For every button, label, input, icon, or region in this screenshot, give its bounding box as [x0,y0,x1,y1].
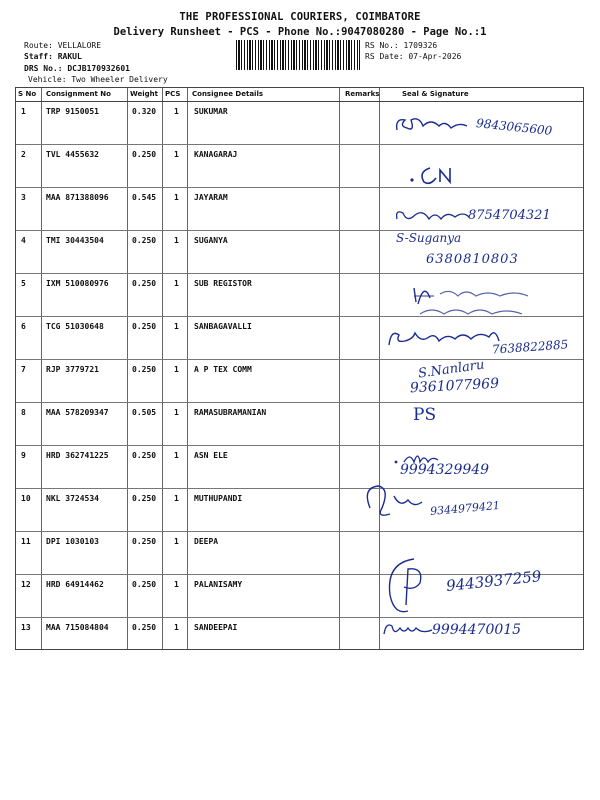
pcs-value: 1 [174,580,179,589]
signature-2-scribble [408,158,468,188]
consignment-number: TMI 30443504 [46,236,104,245]
pcs-value: 1 [174,322,179,331]
col-sno-header: S No [18,90,37,98]
weight-value: 0.545 [132,193,157,202]
consignee-name: JAYARAM [194,193,228,202]
table-row [16,445,583,489]
col-consignee-header: Consignee Details [192,90,264,98]
weight-value: 0.505 [132,408,157,417]
consignee-name: SANBAGAVALLI [194,322,252,331]
consignment-number: HRD 362741225 [46,451,109,460]
consignee-name: SUB REGISTOR [194,279,252,288]
weight-value: 0.250 [132,365,157,374]
weight-value: 0.250 [132,322,157,331]
table-header [16,88,583,102]
weight-value: 0.250 [132,279,157,288]
pcs-value: 1 [174,623,179,632]
signature-4-phone-2: 6380810803 [426,252,519,267]
consignee-name: MUTHUPANDI [194,494,243,503]
weight-value: 0.250 [132,623,157,632]
consignee-name: KANAGARAJ [194,150,238,159]
consignment-number: MAA 871388096 [46,193,109,202]
consignee-name: SANDEEPAI [194,623,238,632]
signature-13-phone: 9994470015 [432,622,522,638]
pcs-value: 1 [174,150,179,159]
signature-10-phone: 9344979421 [429,498,501,519]
consignee-name: SUGANYA [194,236,228,245]
signature-1-phone: 9843065600 [475,116,553,138]
weight-value: 0.250 [132,150,157,159]
signature-1-scribble [393,112,483,138]
pcs-value: 1 [174,537,179,546]
consignee-name: DEEPA [194,537,219,546]
row-sno: 6 [21,322,26,331]
pcs-value: 1 [174,451,179,460]
rs-number: RS No.: 1709326 [365,41,438,50]
table-row [16,402,583,446]
page-subtitle: Delivery Runsheet - PCS - Phone No.:9047080280 - Page No.:1 [113,26,487,38]
signature-6-scribble [385,325,503,349]
row-sno: 10 [21,494,31,503]
row-sno: 3 [21,193,26,202]
weight-value: 0.250 [132,451,157,460]
col-consignment-header: Consignment No [46,90,111,98]
signature-13-scribble [380,618,436,640]
row-sno: 7 [21,365,26,374]
signature-12-scribble [384,555,444,617]
row-sno: 4 [21,236,26,245]
rs-date: RS Date: 07-Apr-2026 [365,52,462,61]
staff-label: Staff: RAKUL [24,52,82,61]
weight-value: 0.320 [132,107,157,116]
col-signature-header: Seal & Signature [402,90,469,98]
row-sno: 11 [21,537,31,546]
row-sno: 5 [21,279,26,288]
barcode [236,40,360,70]
signature-4-name: S-Suganya [396,231,462,245]
consignment-number: RJP 3779721 [46,365,99,374]
row-sno: 13 [21,623,31,632]
table-row [16,144,583,188]
pcs-value: 1 [174,107,179,116]
row-sno: 2 [21,150,26,159]
signature-8-initials: PS [413,405,437,425]
consignment-number: TVL 4455632 [46,150,99,159]
pcs-value: 1 [174,193,179,202]
consignee-name: A P TEX COMM [194,365,252,374]
weight-value: 0.250 [132,494,157,503]
consignment-number: IXM 510080976 [46,279,109,288]
col-weight-header: Weight [130,90,158,98]
pcs-value: 1 [174,408,179,417]
signature-6-phone: 7638822885 [491,337,569,357]
pcs-value: 1 [174,236,179,245]
weight-value: 0.250 [132,537,157,546]
pcs-value: 1 [174,279,179,288]
signature-4-phone: 8754704321 [468,208,551,223]
col-remarks-header: Remarks [345,90,380,98]
weight-value: 0.250 [132,236,157,245]
consignment-number: MAA 578209347 [46,408,109,417]
weight-value: 0.250 [132,580,157,589]
drs-number: DRS No.: DCJB170932601 [24,64,130,73]
row-sno: 8 [21,408,26,417]
table-row [16,531,583,575]
pcs-value: 1 [174,494,179,503]
signature-4-scribble [393,205,473,227]
signature-7-name: S.Nanlaru [417,357,486,382]
row-sno: 9 [21,451,26,460]
consignment-number: HRD 64914462 [46,580,104,589]
pcs-value: 1 [174,365,179,374]
page-title: THE PROFESSIONAL COURIERS, COIMBATORE [179,11,421,23]
consignment-number: MAA 715084804 [46,623,109,632]
vehicle-label: Vehicle: Two Wheeler Delivery [28,75,168,84]
signature-10-scribble [360,478,430,522]
consignment-number: DPI 1030103 [46,537,99,546]
consignee-name: RAMASUBRAMANIAN [194,408,267,417]
consignee-name: PALANISAMY [194,580,243,589]
signature-7-phone: 9361077969 [409,375,500,397]
consignment-number: TRP 9150051 [46,107,99,116]
consignee-name: ASN ELE [194,451,228,460]
row-sno: 1 [21,107,26,116]
col-pcs-header: PCS [165,90,181,98]
consignment-number: TCG 51030648 [46,322,104,331]
signature-9-phone: 9994329949 [400,462,490,478]
consignment-number: NKL 3724534 [46,494,99,503]
signature-12-phone: 9443937259 [445,567,543,595]
row-sno: 12 [21,580,31,589]
runsheet-table [15,87,584,650]
route-label: Route: VELLALORE [24,41,102,50]
consignee-name: SUKUMAR [194,107,228,116]
signature-5-stamp-mark [410,284,540,324]
